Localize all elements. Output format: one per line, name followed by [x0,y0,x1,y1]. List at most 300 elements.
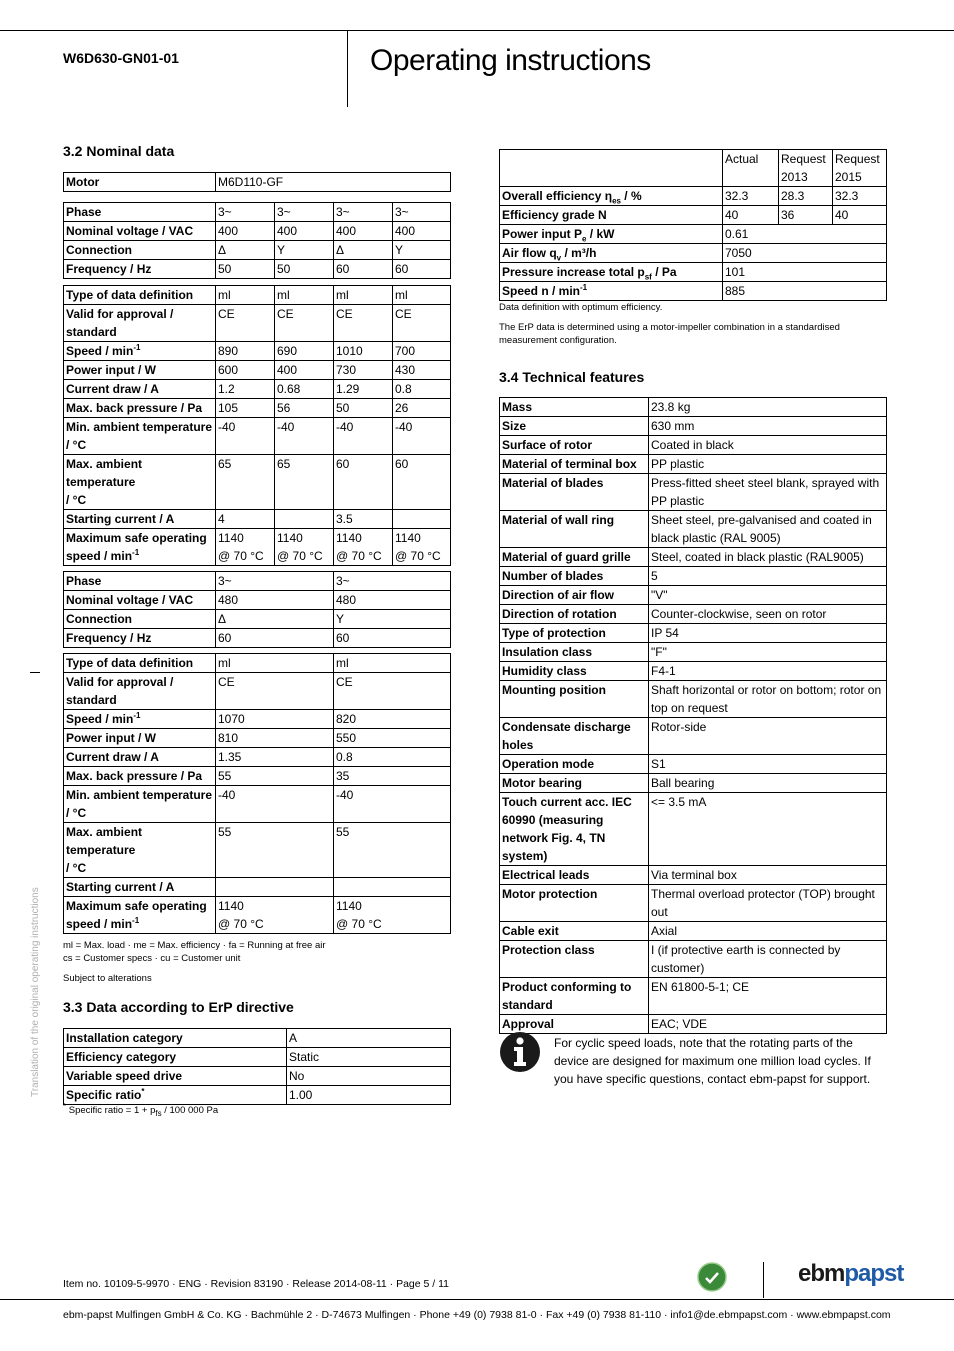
table-cell: 3~ [216,203,275,222]
efficiency-label [500,187,723,206]
feature-label: Material of terminal box [500,455,649,474]
table-row [64,748,451,767]
feature-label: Type of protection [500,624,649,643]
erp-category-table [63,1028,451,1105]
subscript: e [582,234,587,244]
table-cell: 40 [723,206,779,225]
min-ambient-label: Min. ambient temperature / °C [64,786,216,823]
table-cell [275,510,334,529]
table-cell: 1.35 [216,748,334,767]
table-cell: -40 [334,418,393,455]
table-cell: 36 [779,206,833,225]
table-cell: 105 [216,399,275,418]
feature-label: Direction of rotation [500,605,649,624]
feature-value: Press-fitted sheet steel blank, sprayed with PP plastic [649,474,887,511]
table-cell: 50 [275,260,334,279]
safe-speed-label [64,529,216,566]
pressure-label [500,263,723,282]
table-cell: ml [216,654,334,673]
label-line: / °C [66,493,87,507]
table-row [500,206,887,225]
table-cell: CE [393,305,451,342]
table-cell: 56 [275,399,334,418]
superscript: -1 [133,343,141,352]
table-row [500,417,887,436]
table-cell: 35 [334,767,451,786]
table-cell: 1070 [216,710,334,729]
side-translation-note: Translation of the original operating instructions [30,887,41,1097]
table-row [500,681,887,718]
superscript: -1 [132,916,140,925]
table-row [64,767,451,786]
table-cell: 700 [393,342,451,361]
approval-label: Valid for approval / standard [64,673,216,710]
frequency-label: Frequency / Hz [64,629,216,648]
feature-value: S1 [649,755,887,774]
label-line: Max. ambient [66,825,143,839]
table-cell: 32.3 [833,187,887,206]
erp-efficiency-table [499,149,887,301]
table-row [64,286,451,305]
feature-label: Motor bearing [500,774,649,793]
table-cell: 55 [216,823,334,878]
note-line: The ErP data is determined using a motor-impeller combination in a standardised [499,322,840,333]
feature-value: 23.8 kg [649,398,887,417]
table-row [500,548,887,567]
footer-company-info: ebm-papst Mulfingen GmbH & Co. KG · Bachmühle 2 · D-74673 Mulfingen · Phone +49 (0) 7938 81-0 · Fax +49 (0) 7938 81-110 · info1@de.ebmpapst.com · www.ebmpapst.com [63,1309,891,1321]
footer-divider [763,1262,764,1298]
table-cell: 3.5 [334,510,393,529]
label-text: Power input P [502,227,583,241]
footer-rule [0,1299,954,1300]
table-cell: 430 [393,361,451,380]
section-heading-erp: 3.3 Data according to ErP directive [63,999,294,1015]
feature-label: Material of guard grille [500,548,649,567]
feature-label: Touch current acc. IEC 60990 (measuring network Fig. 4, TN system) [500,793,649,866]
table-cell: 55 [334,823,451,878]
power-label: Power input / W [64,361,216,380]
logo-part: ebm [798,1260,845,1287]
table-cell [216,529,275,566]
table-cell: 890 [216,342,275,361]
ebmpapst-logo [798,1260,903,1288]
table-row [500,187,887,206]
table-row [500,225,887,244]
table-row [64,380,451,399]
table-cell: Δ [216,241,275,260]
table-row [64,1029,451,1048]
feature-value: F4-1 [649,662,887,681]
table-row [500,398,887,417]
feature-value: "F" [649,643,887,662]
phase-label: Phase [64,203,216,222]
feature-label: Direction of air flow [500,586,649,605]
table-row [500,244,887,263]
header-line: Request [781,152,826,166]
table-row [500,866,887,885]
table-cell [216,897,334,934]
green-tech-badge-icon [697,1262,727,1292]
table-cell: 1010 [334,342,393,361]
table-row [500,282,887,301]
table-cell: 400 [393,222,451,241]
table-cell: 0.8 [393,380,451,399]
safe-speed-label [64,897,216,934]
label-text: / m³/h [561,246,597,260]
speed-label-text: Speed / min [66,344,134,358]
feature-label: Surface of rotor [500,436,649,455]
table-row [500,885,887,922]
table-cell: 0.8 [334,748,451,767]
label-line: Maximum safe operating [66,531,207,545]
feature-label: Product conforming to standard [500,978,649,1015]
cell-value: 1140 [218,531,244,545]
power-input-label [500,225,723,244]
table-cell: 60 [334,629,451,648]
feature-label: Mass [500,398,649,417]
current-label: Current draw / A [64,380,216,399]
erp-note-2 [499,321,840,347]
table-cell: 550 [334,729,451,748]
table-row [64,455,451,510]
table-row [64,222,451,241]
feature-label: Condensate discharge holes [500,718,649,755]
table-cell [334,878,451,897]
header-line: 2015 [835,170,862,184]
table-row [64,399,451,418]
table-row [64,1067,451,1086]
table-row [64,1048,451,1067]
cell-value: @ 70 °C [218,917,264,931]
row-value: 1.00 [287,1086,451,1105]
row-label [64,1086,287,1105]
table-cell [334,897,451,934]
table-cell [393,529,451,566]
feature-value: Coated in black [649,436,887,455]
legend-line: cs = Customer specs · cu = Customer unit [63,953,241,964]
margin-mark [30,672,40,673]
table-row [64,510,451,529]
feature-value: Via terminal box [649,866,887,885]
table-row [500,263,887,282]
table-row [500,662,887,681]
feature-value: Axial [649,922,887,941]
motor-table [63,172,451,192]
table-cell: 0.68 [275,380,334,399]
table-cell: 885 [723,282,887,301]
footnote-text: Specific ratio = 1 + p [68,1105,156,1116]
row-value: A [287,1029,451,1048]
nominal-data-table-2 [63,653,451,934]
table-cell: -40 [216,418,275,455]
table-row [500,624,887,643]
header-divider [347,30,348,107]
table-cell: 4 [216,510,275,529]
label-text: / Pa [651,265,677,279]
table-row [64,823,451,878]
table-row [64,241,451,260]
feature-value: EN 61800-5-1; CE [649,978,887,1015]
table-cell: CE [216,305,275,342]
starting-current-label: Starting current / A [64,510,216,529]
feature-label: Mounting position [500,681,649,718]
feature-label: Material of blades [500,474,649,511]
label-line: temperature [66,843,136,857]
table-cell: 3~ [334,203,393,222]
table-row [64,529,451,566]
table-cell: 55 [216,767,334,786]
table-cell: 400 [275,222,334,241]
col-header-2015 [833,150,887,187]
superscript: * [63,1101,67,1111]
table-cell: CE [334,305,393,342]
table-row [500,567,887,586]
feature-label: Operation mode [500,755,649,774]
type-label: Type of data definition [64,286,216,305]
table-row [64,1086,451,1105]
footer-item-info: Item no. 10109-5-9970 · ENG · Revision 83190 · Release 2014-08-11 · Page 5 / 11 [63,1278,450,1290]
nominal-phase-table-2 [63,571,451,648]
feature-value: Counter-clockwise, seen on rotor [649,605,887,624]
legend-note [63,939,326,965]
table-cell: 3~ [275,203,334,222]
cell-value: 1140 [336,531,362,545]
table-cell: ml [334,654,451,673]
feature-value: I (if protective earth is connected by customer) [649,941,887,978]
table-cell: 3~ [334,572,451,591]
table-row [64,342,451,361]
motor-label: Motor [64,173,216,192]
table-cell: CE [216,673,334,710]
table-row [64,786,451,823]
subject-note: Subject to alterations [63,973,152,984]
table-row [64,878,451,897]
table-row [500,941,887,978]
max-ambient-label [64,823,216,878]
empty-cell [500,150,723,187]
label-text: Pressure increase total p [502,265,645,279]
table-row [500,586,887,605]
feature-label: Size [500,417,649,436]
table-row [64,418,451,455]
table-row [64,305,451,342]
logo-part: papst [844,1260,904,1287]
table-cell: 400 [275,361,334,380]
cell-value: 1140 [218,899,244,913]
table-cell: 690 [275,342,334,361]
label-line: speed / min [66,917,133,931]
table-cell: Y [393,241,451,260]
table-cell: 400 [334,222,393,241]
table-row [500,511,887,548]
table-row [500,474,887,511]
voltage-label: Nominal voltage / VAC [64,591,216,610]
feature-value: Rotor-side [649,718,887,755]
header-top-rule [0,30,954,31]
table-cell: Δ [216,610,334,629]
table-cell: 32.3 [723,187,779,206]
table-cell: 28.3 [779,187,833,206]
cell-value: 1140 [336,899,362,913]
feature-value: "V" [649,586,887,605]
table-row [500,150,887,187]
table-cell: 65 [275,455,334,510]
label-line: Max. ambient [66,457,143,471]
table-cell: 40 [833,206,887,225]
table-row [64,173,451,192]
speed-n-label [500,282,723,301]
table-row [500,605,887,624]
table-cell: 3~ [393,203,451,222]
subscript: es [612,196,621,206]
table-row [64,729,451,748]
model-number: W6D630-GN01-01 [63,50,179,66]
table-cell: 60 [334,260,393,279]
table-cell: ml [216,286,275,305]
table-row [64,591,451,610]
table-row [500,978,887,1015]
table-row [500,1015,887,1034]
table-cell: Y [334,610,451,629]
table-cell [393,510,451,529]
table-cell: 480 [334,591,451,610]
power-label: Power input / W [64,729,216,748]
superscript: * [141,1087,145,1096]
header-line: 2013 [781,170,808,184]
table-cell: 820 [334,710,451,729]
table-row [500,455,887,474]
table-cell: 3~ [216,572,334,591]
table-cell: ml [393,286,451,305]
legend-line: ml = Max. load · me = Max. efficiency · fa = Running at free air [63,940,326,951]
feature-value: Sheet steel, pre-galvanised and coated in black plastic (RAL 9005) [649,511,887,548]
table-row [64,572,451,591]
section-heading-nominal-data: 3.2 Nominal data [63,143,175,159]
feature-value: EAC; VDE [649,1015,887,1034]
info-note-text: For cyclic speed loads, note that the rotating parts of the device are designed for maximum one million load cycles. If you have specific questions, contact ebm-papst for support. [554,1036,871,1086]
frequency-label: Frequency / Hz [64,260,216,279]
feature-value: 630 mm [649,417,887,436]
phase-label: Phase [64,572,216,591]
back-pressure-label: Max. back pressure / Pa [64,399,216,418]
feature-label: Protection class [500,941,649,978]
subscript: sf [644,272,652,282]
feature-value: 5 [649,567,887,586]
back-pressure-label: Max. back pressure / Pa [64,767,216,786]
label-text: Speed n / min [502,284,581,298]
motor-value: M6D110-GF [216,173,451,192]
speed-label-text: Speed / min [66,712,134,726]
current-label: Current draw / A [64,748,216,767]
table-cell: 65 [216,455,275,510]
voltage-label: Nominal voltage / VAC [64,222,216,241]
table-cell: 60 [216,629,334,648]
table-cell: ml [334,286,393,305]
table-cell: 1.2 [216,380,275,399]
table-row [64,610,451,629]
label-line: temperature [66,475,136,489]
table-cell: -40 [334,786,451,823]
table-row [500,774,887,793]
approval-label: Valid for approval / standard [64,305,216,342]
table-cell [216,878,334,897]
table-cell: 101 [723,263,887,282]
feature-value: Shaft horizontal or rotor on bottom; rotor on top on request [649,681,887,718]
table-row [500,793,887,866]
label-text: / % [620,189,642,203]
col-header-2013 [779,150,833,187]
table-row [500,643,887,662]
label-text: Specific ratio [66,1088,142,1102]
subscript: v [556,253,562,263]
row-value: Static [287,1048,451,1067]
label-text: / kW [586,227,615,241]
cell-value: @ 70 °C [336,549,382,563]
label-text: Air flow q [502,246,557,260]
row-label: Variable speed drive [64,1067,287,1086]
feature-label: Material of wall ring [500,511,649,548]
type-label: Type of data definition [64,654,216,673]
erp-note-1: Data definition with optimum efficiency. [499,302,663,313]
header-line: Request [835,152,880,166]
label-text: Overall efficiency η [502,189,613,203]
connection-label: Connection [64,241,216,260]
table-cell: 480 [216,591,334,610]
table-cell [334,529,393,566]
superscript: -1 [132,548,140,557]
superscript: -1 [580,283,588,292]
cell-value: @ 70 °C [218,549,264,563]
cell-value: @ 70 °C [336,917,382,931]
table-cell: 730 [334,361,393,380]
table-cell: 50 [334,399,393,418]
section-heading-technical: 3.4 Technical features [499,369,645,385]
feature-label: Cable exit [500,922,649,941]
table-cell: 1.29 [334,380,393,399]
table-row [500,755,887,774]
feature-label: Humidity class [500,662,649,681]
speed-label [64,342,216,361]
table-row [500,718,887,755]
table-row [64,203,451,222]
table-cell: 60 [334,455,393,510]
col-header-actual: Actual [723,150,779,187]
feature-value: Steel, coated in black plastic (RAL9005) [649,548,887,567]
connection-label: Connection [64,610,216,629]
table-cell: ml [275,286,334,305]
table-row [64,260,451,279]
feature-value: IP 54 [649,624,887,643]
row-label: Efficiency category [64,1048,287,1067]
table-row [500,436,887,455]
label-line: speed / min [66,549,133,563]
note-line: measurement configuration. [499,335,617,346]
row-label: Installation category [64,1029,287,1048]
table-row [64,673,451,710]
label-line: / °C [66,861,87,875]
page-title: Operating instructions [370,44,651,77]
table-cell: 60 [393,455,451,510]
table-cell: 600 [216,361,275,380]
feature-value: Thermal overload protector (TOP) brought out [649,885,887,922]
table-cell [275,529,334,566]
label-line: Maximum safe operating [66,899,207,913]
min-ambient-label: Min. ambient temperature / °C [64,418,216,455]
max-ambient-label [64,455,216,510]
table-cell: Δ [334,241,393,260]
table-cell: 810 [216,729,334,748]
superscript: -1 [133,711,141,720]
